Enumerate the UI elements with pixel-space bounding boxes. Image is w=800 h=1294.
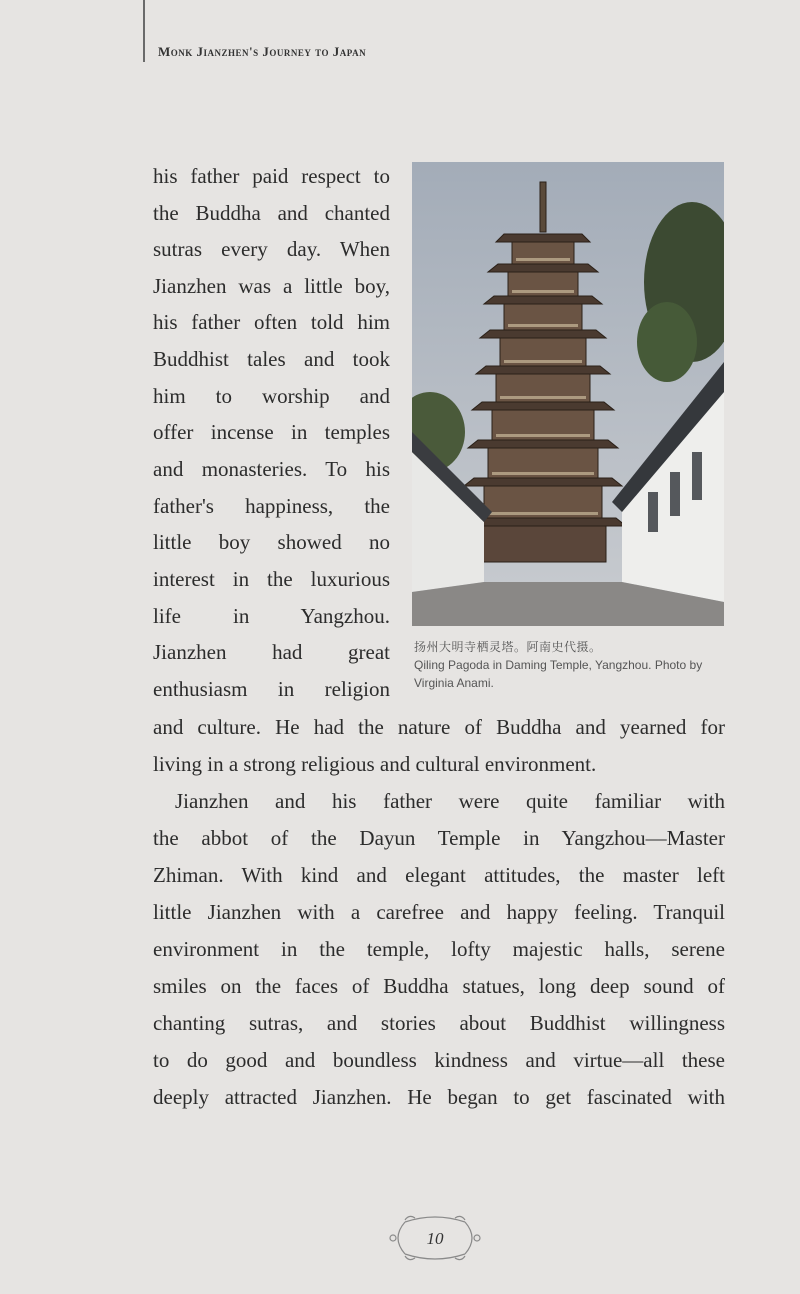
body-line: smiles on the faces of Buddha statues, long deep sound of xyxy=(153,974,725,998)
body-line: little Jianzhen with a carefree and happy feeling. Tranquil xyxy=(153,900,725,924)
body-line: life in Yangzhou. xyxy=(153,604,390,628)
body-line: his father paid respect to xyxy=(153,164,390,188)
body-line: to do good and boundless kindness and virtue—all these xyxy=(153,1048,725,1072)
body-line: environment in the temple, lofty majestic halls, serene xyxy=(153,937,725,961)
body-line: his father often told him xyxy=(153,310,390,334)
body-line: deeply attracted Jianzhen. He began to get fascinated with xyxy=(153,1085,725,1109)
body-line: little boy showed no xyxy=(153,530,390,554)
body-line: and monasteries. To his xyxy=(153,457,390,481)
body-line: enthusiasm in religion xyxy=(153,677,390,701)
page-footer xyxy=(385,1212,485,1264)
header-rule xyxy=(143,0,145,62)
pagoda-photo xyxy=(412,162,724,626)
body-line: father's happiness, the xyxy=(153,494,390,518)
body-line: Jianzhen had great xyxy=(153,640,390,664)
body-line: interest in the luxurious xyxy=(153,567,390,591)
paragraph-first-line: Jianzhen and his father were quite familiar with xyxy=(175,789,725,813)
caption-english: Qiling Pagoda in Daming Temple, Yangzhou. Photo by Virginia Anami. xyxy=(414,658,703,690)
caption-chinese: 扬州大明寺栖灵塔。阿南史代摄。 xyxy=(414,640,602,654)
body-line: living in a strong religious and cultural environment. xyxy=(153,752,597,776)
body-line: the abbot of the Dayun Temple in Yangzhou—Master xyxy=(153,826,725,850)
body-line: chanting sutras, and stories about Buddhist willingness xyxy=(153,1011,725,1035)
body-line: Jianzhen was a little boy, xyxy=(153,274,390,298)
body-line: Buddhist tales and took xyxy=(153,347,390,371)
body-line: him to worship and xyxy=(153,384,390,408)
page-number: 10 xyxy=(426,1229,444,1248)
body-line: Zhiman. With kind and elegant attitudes, the master left xyxy=(153,863,725,887)
body-line: and culture. He had the nature of Buddha and yearned for xyxy=(153,715,725,739)
pagoda-illustration xyxy=(412,162,724,626)
photo-caption xyxy=(414,638,724,692)
body-line: sutras every day. When xyxy=(153,237,390,261)
body-line: the Buddha and chanted xyxy=(153,201,390,225)
body-line: offer incense in temples xyxy=(153,420,390,444)
running-title: Monk Jianzhen's Journey to Japan xyxy=(158,44,367,59)
